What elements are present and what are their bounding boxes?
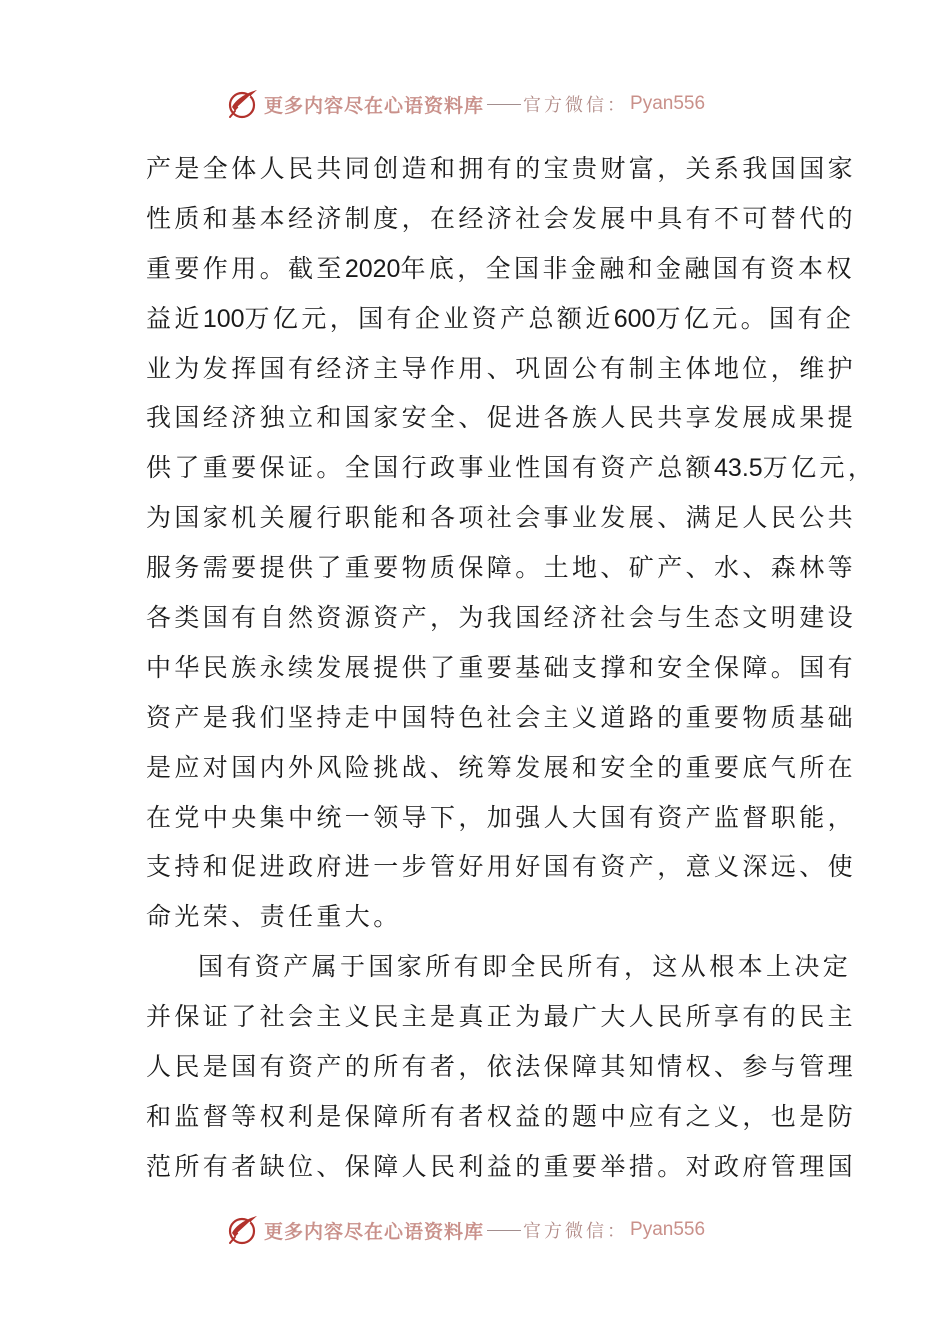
banner-slogan: 更多内容尽在心语资料库 [264, 94, 485, 117]
banner-wechat-id: Pyan556 [630, 1219, 706, 1240]
banner-divider [487, 104, 521, 105]
text-line: 中华民族永续发展提供了重要基础支撑和安全保障。国有 [146, 652, 857, 682]
text-line: 重要作用。截至2020年底，全国非金融和金融国有资本权 [146, 253, 855, 283]
text-line: 为国家机关履行职能和各项社会事业发展、满足人民公共 [146, 503, 857, 533]
banner-slogan: 更多内容尽在心语资料库 [264, 1220, 485, 1243]
text-line: 服务需要提供了重要物质保障。土地、矿产、水、森林等 [146, 553, 857, 583]
quill-pen-circle-icon [226, 1213, 260, 1247]
text-line: 益近100万亿元，国有企业资产总额近600万亿元。国有企 [146, 303, 855, 333]
banner-divider [487, 1230, 521, 1231]
text-line: 性质和基本经济制度，在经济社会发展中具有不可替代的 [146, 203, 857, 233]
text-line: 我国经济独立和国家安全、促进各族人民共享发展成果提 [146, 403, 857, 433]
document-body [146, 144, 877, 1192]
text-line: 和监督等权利是保障所有者权益的题中应有之义，也是防 [146, 1101, 857, 1131]
text-line: 在党中央集中统一领导下，加强人大国有资产监督职能， [146, 802, 857, 832]
text-line: 范所有者缺位、保障人民利益的重要举措。对政府管理国 [146, 1151, 857, 1181]
quill-pen-circle-icon [226, 87, 260, 121]
text-line: 人民是国有资产的所有者，依法保障其知情权、参与管理 [146, 1052, 857, 1082]
banner-contact-label: 官方微信： [523, 95, 629, 116]
text-line: 并保证了社会主义民主是真正为最广大人民所享有的民主 [146, 1002, 857, 1032]
paragraph [146, 144, 877, 942]
header-banner [226, 86, 705, 122]
text-line: 国有资产属于国家所有即全民所有，这从根本上决定 [198, 952, 852, 982]
text-line: 命光荣、责任重大。 [146, 902, 402, 932]
text-line: 支持和促进政府进一步管好用好国有资产，意义深远、使 [146, 852, 857, 882]
text-line: 是应对国内外风险挑战、统筹发展和安全的重要底气所在 [146, 752, 857, 782]
banner-wechat-id: Pyan556 [630, 93, 706, 114]
text-line: 资产是我们坚持走中国特色社会主义道路的重要物质基础 [146, 702, 857, 732]
text-line: 产是全体人民共同创造和拥有的宝贵财富，关系我国国家 [146, 154, 857, 183]
footer-banner [226, 1212, 705, 1248]
text-line: 各类国有自然资源资产，为我国经济社会与生态文明建设 [146, 603, 857, 633]
text-line: 业为发挥国有经济主导作用、巩固公有制主体地位，维护 [146, 353, 857, 383]
banner-contact-label: 官方微信： [523, 1221, 629, 1242]
text-line: 供了重要保证。全国行政事业性国有资产总额43.5万亿元， [146, 453, 877, 483]
paragraph [146, 942, 857, 1191]
